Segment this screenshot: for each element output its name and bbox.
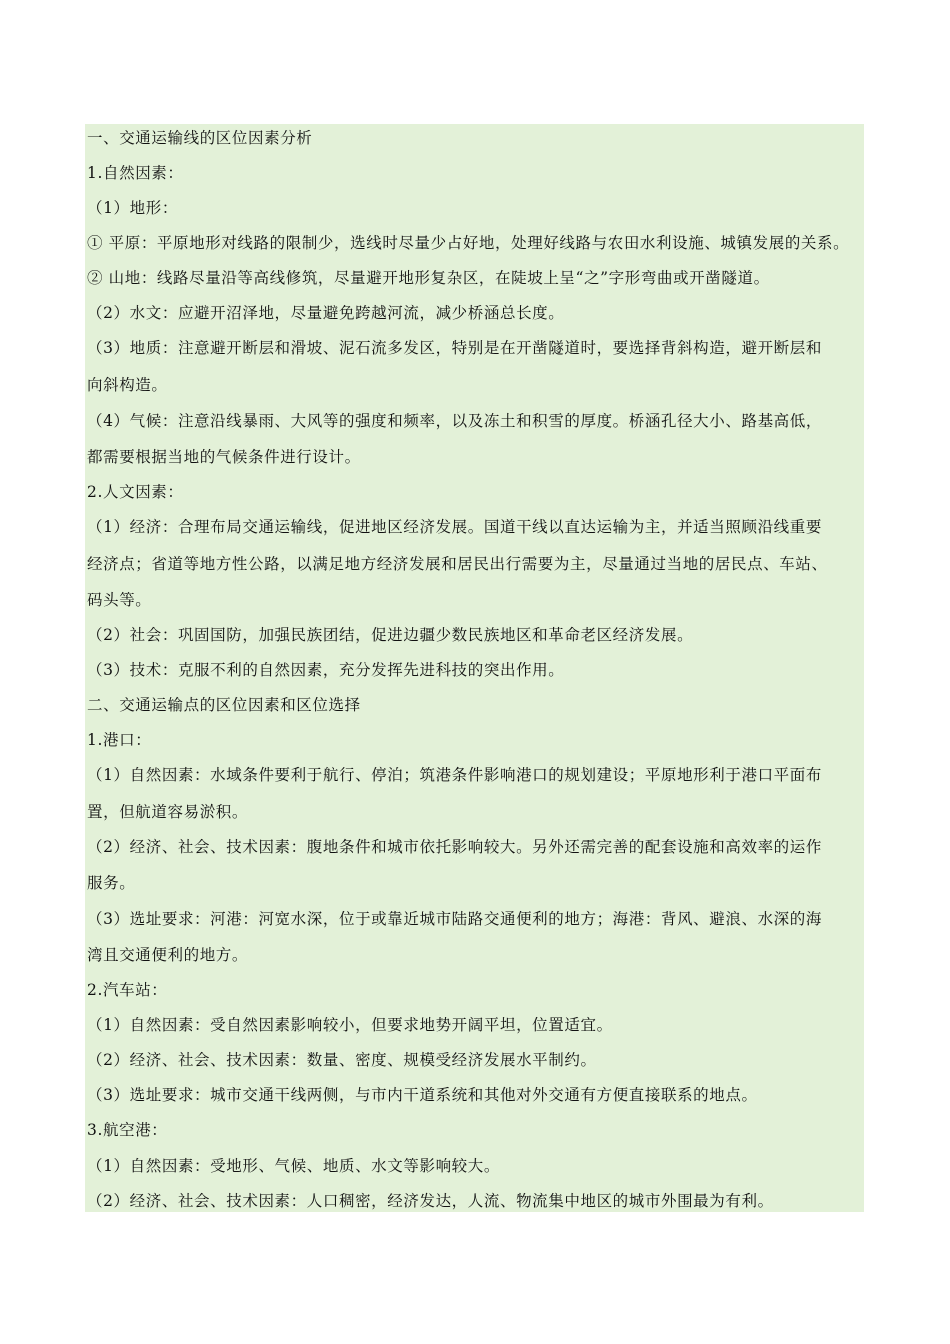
item-mountain: ② 山地：线路尽量沿等高线修筑，尽量避开地形复杂区，在陡坡上呈“之”字形弯曲或开凿隧道。	[87, 269, 770, 287]
item-port-economic: （2）经济、社会、技术因素：腹地条件和城市依托影响较大。另外还需完善的配套设施和高效率的运作	[87, 838, 822, 856]
item-geology: （3）地质：注意避开断层和滑坡、泥石流多发区，特别是在开凿隧道时，要选择背斜构造，避开断层和	[87, 339, 822, 357]
item-technology: （3）技术：克服不利的自然因素，充分发挥先进科技的突出作用。	[87, 661, 565, 679]
item-port-site-cont: 湾且交通便利的地方。	[87, 946, 249, 964]
item-climate: （4）气候：注意沿线暴雨、大风等的强度和频率，以及冻土和积雪的厚度。桥涵孔径大小、路基高低，	[87, 412, 822, 430]
item-hydrology: （2）水文：应避开沼泽地，尽量避免跨越河流，减少桥涵总长度。	[87, 304, 565, 322]
item-bus-natural: （1）自然因素：受自然因素影响较小，但要求地势开阔平坦，位置适宜。	[87, 1016, 613, 1034]
item-climate-cont: 都需要根据当地的气候条件进行设计。	[87, 448, 361, 466]
item-port-economic-cont: 服务。	[87, 874, 136, 892]
section-heading-1: 一、交通运输线的区位因素分析	[87, 129, 313, 147]
item-geology-cont: 向斜构造。	[87, 376, 168, 394]
subheading-airport: 3.航空港：	[87, 1121, 168, 1139]
item-terrain: （1）地形：	[87, 199, 178, 217]
item-port-natural: （1）自然因素：水域条件要利于航行、停泊；筑港条件影响港口的规划建设；平原地形利于港口平面布	[87, 766, 822, 784]
section-heading-2: 二、交通运输点的区位因素和区位选择	[87, 696, 361, 714]
item-port-site: （3）选址要求：河港：河宽水深，位于或靠近城市陆路交通便利的地方；海港：背风、避浪、水深的海	[87, 910, 822, 928]
item-port-natural-cont: 置，但航道容易淤积。	[87, 803, 249, 821]
item-plain: ① 平原：平原地形对线路的限制少，选线时尽量少占好地，处理好线路与农田水利设施、城镇发展的关系。	[87, 234, 850, 252]
item-economy: （1）经济：合理布局交通运输线，促进地区经济发展。国道干线以直达运输为主，并适当照顾沿线重要	[87, 518, 822, 536]
item-economy-cont-1: 经济点；省道等地方性公路，以满足地方经济发展和居民出行需要为主，尽量通过当地的居民点、车站、	[87, 555, 828, 573]
subheading-port: 1.港口：	[87, 731, 152, 749]
subheading-human-factors: 2.人文因素：	[87, 483, 184, 501]
item-airport-natural: （1）自然因素：受地形、气候、地质、水文等影响较大。	[87, 1157, 500, 1175]
item-economy-cont-2: 码头等。	[87, 591, 152, 609]
subheading-bus-station: 2.汽车站：	[87, 981, 168, 999]
item-airport-economic: （2）经济、社会、技术因素：人口稠密，经济发达，人流、物流集中地区的城市外围最为有利。	[87, 1192, 774, 1210]
item-bus-site: （3）选址要求：城市交通干线两侧，与市内干道系统和其他对外交通有方便直接联系的地点。	[87, 1086, 758, 1104]
item-bus-economic: （2）经济、社会、技术因素：数量、密度、规模受经济发展水平制约。	[87, 1051, 597, 1069]
item-society: （2）社会：巩固国防，加强民族团结，促进边疆少数民族地区和革命老区经济发展。	[87, 626, 694, 644]
subheading-natural-factors: 1.自然因素：	[87, 164, 184, 182]
